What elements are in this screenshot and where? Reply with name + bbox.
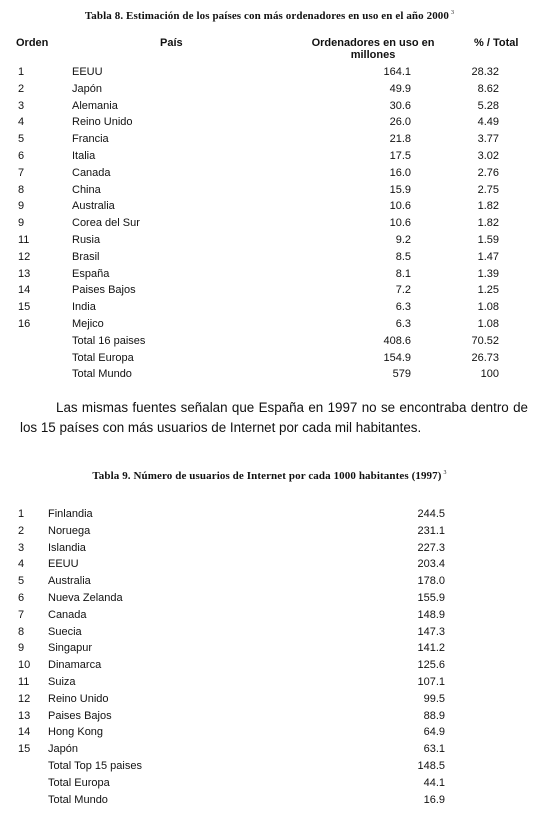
row-order: 3 (18, 99, 25, 112)
table8-header-country: País (160, 37, 183, 49)
row-computers-value: 16.0 (389, 166, 411, 179)
row-order: 12 (18, 692, 31, 705)
row-order: 5 (18, 133, 25, 146)
row-country: Reino Unido (48, 692, 109, 705)
table-row (0, 724, 539, 741)
row-users-value: 178.0 (417, 575, 445, 588)
row-order: 13 (18, 709, 31, 722)
row-computers-value: 10.6 (389, 200, 411, 213)
row-order: 6 (18, 149, 25, 162)
row-computers-value: 6.3 (395, 301, 411, 314)
row-pct-value: 2.76 (477, 166, 499, 179)
row-users-value: 64.9 (423, 726, 445, 739)
row-order: 6 (18, 591, 25, 604)
row-order: 13 (18, 267, 31, 280)
row-country: Canada (72, 166, 111, 179)
row-country: Singapur (48, 642, 93, 655)
row-country: Japón (48, 743, 78, 756)
row-pct-value: 1.08 (477, 301, 499, 314)
row-pct-value: 1.82 (477, 217, 499, 230)
row-computers-value: 26.0 (389, 116, 411, 129)
table-row (0, 249, 539, 266)
row-country: Suiza (48, 675, 76, 688)
row-computers-value: 9.2 (395, 233, 411, 246)
row-country: China (72, 183, 101, 196)
table-row (0, 590, 539, 607)
row-users-value: 107.1 (417, 675, 445, 688)
row-order: 14 (18, 284, 31, 297)
row-order: 10 (18, 659, 31, 672)
total-computers-value: 579 (392, 368, 411, 381)
row-country: Brasil (72, 250, 100, 263)
total-label: Total 16 paises (72, 334, 146, 347)
row-pct-value: 3.02 (477, 149, 499, 162)
row-users-value: 99.5 (423, 692, 445, 705)
row-country: Paises Bajos (72, 284, 136, 297)
total-users-value: 148.5 (417, 759, 445, 772)
row-country: Dinamarca (48, 659, 102, 672)
row-computers-value: 8.5 (395, 250, 411, 263)
row-country: Australia (72, 200, 115, 213)
row-users-value: 231.1 (417, 524, 445, 537)
table-row (0, 64, 539, 81)
total-pct-value: 26.73 (471, 351, 499, 364)
row-users-value: 63.1 (423, 743, 445, 756)
row-order: 16 (18, 317, 31, 330)
table-row (0, 266, 539, 283)
row-country: Suecia (48, 625, 82, 638)
table-row (0, 148, 539, 165)
row-computers-value: 21.8 (389, 133, 411, 146)
table8-caption-text: Tabla 8. Estimación de los países con más ordenadores en uso en el año 2000 (84, 10, 449, 22)
table8-header-computers (302, 37, 444, 61)
table-row (0, 556, 539, 573)
row-users-value: 244.5 (417, 508, 445, 520)
table-row (0, 131, 539, 148)
table8-header-pct: % / Total (474, 37, 519, 49)
table-row (0, 691, 539, 708)
table8-caption-ref: 3 (451, 10, 455, 16)
row-pct-value: 1.47 (477, 250, 499, 263)
row-order: 9 (18, 200, 25, 213)
row-pct-value: 1.08 (477, 317, 499, 330)
row-computers-value: 10.6 (389, 217, 411, 230)
row-users-value: 147.3 (417, 625, 445, 638)
total-label: Total Europa (72, 351, 134, 364)
row-order: 1 (18, 508, 25, 520)
row-computers-value: 8.1 (395, 267, 411, 280)
row-country: Hong Kong (48, 726, 104, 739)
total-label: Total Mundo (72, 368, 132, 381)
row-country: EEUU (72, 66, 103, 78)
row-country: Japón (72, 82, 102, 95)
row-order: 11 (18, 233, 30, 246)
total-pct-value: 100 (480, 368, 499, 381)
table-row (0, 624, 539, 641)
table-row (0, 674, 539, 691)
table-total-row (0, 758, 539, 775)
table-row (0, 198, 539, 215)
row-order: 2 (18, 82, 25, 95)
row-country: Francia (72, 133, 109, 146)
row-order: 2 (18, 524, 25, 537)
row-country: Australia (48, 575, 91, 588)
row-pct-value: 28.32 (471, 66, 499, 78)
table-row (0, 282, 539, 299)
table8-header-order: Orden (16, 37, 49, 49)
table-row (0, 114, 539, 131)
table-row (0, 741, 539, 758)
table-row (0, 215, 539, 232)
total-label: Total Europa (48, 776, 110, 789)
table-row (0, 573, 539, 590)
total-label: Total Top 15 paises (48, 759, 142, 772)
row-computers-value: 17.5 (389, 149, 411, 162)
table9-caption-ref: 3 (443, 470, 447, 476)
row-country: Canada (48, 608, 87, 621)
row-country: Corea del Sur (72, 217, 140, 230)
row-order: 11 (18, 675, 30, 688)
row-computers-value: 164.1 (383, 66, 411, 78)
row-country: Nueva Zelanda (48, 591, 123, 604)
row-order: 7 (18, 608, 25, 621)
row-computers-value: 6.3 (395, 317, 411, 330)
row-computers-value: 7.2 (395, 284, 411, 297)
table-row (0, 232, 539, 249)
row-order: 9 (18, 217, 25, 230)
row-computers-value: 15.9 (389, 183, 411, 196)
table9-body (0, 506, 539, 808)
row-order: 15 (18, 301, 31, 314)
row-users-value: 155.9 (417, 591, 445, 604)
table-row (0, 98, 539, 115)
row-order: 1 (18, 66, 25, 78)
total-users-value: 44.1 (423, 776, 445, 789)
row-pct-value: 3.77 (477, 133, 499, 146)
total-computers-value: 154.9 (383, 351, 411, 364)
row-computers-value: 30.6 (389, 99, 411, 112)
table-total-row (0, 350, 539, 367)
row-pct-value: 1.39 (477, 267, 499, 280)
row-country: Mejico (72, 317, 104, 330)
row-country: Alemania (72, 99, 118, 112)
row-order: 14 (18, 726, 31, 739)
table-row (0, 316, 539, 333)
table8-caption (0, 10, 539, 22)
table-row (0, 607, 539, 624)
row-order: 3 (18, 541, 25, 554)
row-order: 9 (18, 642, 25, 655)
table-total-row (0, 792, 539, 809)
row-users-value: 227.3 (417, 541, 445, 554)
body-paragraph-text: Las mismas fuentes señalan que España en 1997 no se encontraba dentro de los 15 países con más usuarios de Internet por cada mil habitantes. (20, 400, 528, 435)
table-row (0, 165, 539, 182)
row-order: 7 (18, 166, 25, 179)
table8-header-computers-line1: Ordenadores en uso en (311, 37, 435, 49)
table8-body (0, 64, 539, 383)
row-country: Reino Unido (72, 116, 133, 129)
table-total-row (0, 333, 539, 350)
row-pct-value: 8.62 (477, 82, 499, 95)
row-order: 4 (18, 116, 25, 129)
table-row (0, 708, 539, 725)
total-label: Total Mundo (48, 793, 108, 806)
row-users-value: 141.2 (417, 642, 445, 655)
table-row (0, 81, 539, 98)
row-users-value: 88.9 (423, 709, 445, 722)
table8-header-computers-line2: millones (350, 49, 396, 61)
row-country: EEUU (48, 558, 79, 571)
table9-caption-text: Tabla 9. Número de usuarios de Internet por cada 1000 habitantes (1997) (92, 470, 442, 482)
row-pct-value: 1.25 (477, 284, 499, 297)
row-users-value: 125.6 (417, 659, 445, 672)
row-country: Paises Bajos (48, 709, 112, 722)
body-paragraph (20, 398, 528, 438)
row-pct-value: 4.49 (477, 116, 499, 129)
table-row (0, 299, 539, 316)
row-order: 8 (18, 625, 25, 638)
row-order: 5 (18, 575, 25, 588)
table-row (0, 540, 539, 557)
row-order: 4 (18, 558, 25, 571)
table-row (0, 506, 539, 523)
row-country: Noruega (48, 524, 91, 537)
row-pct-value: 5.28 (477, 99, 499, 112)
table-row (0, 657, 539, 674)
table-row (0, 523, 539, 540)
row-country: Finlandia (48, 508, 93, 520)
table-total-row (0, 366, 539, 383)
row-country: Islandia (48, 541, 86, 554)
table-total-row (0, 775, 539, 792)
row-country: España (72, 267, 110, 280)
total-computers-value: 408.6 (383, 334, 411, 347)
row-pct-value: 1.59 (477, 233, 499, 246)
table-row (0, 182, 539, 199)
row-users-value: 148.9 (417, 608, 445, 621)
total-users-value: 16.9 (423, 793, 445, 806)
row-country: Italia (72, 149, 96, 162)
row-order: 8 (18, 183, 25, 196)
table9-caption (0, 470, 539, 482)
table-row (0, 640, 539, 657)
row-pct-value: 2.75 (477, 183, 499, 196)
total-pct-value: 70.52 (471, 334, 499, 347)
row-users-value: 203.4 (417, 558, 445, 571)
row-country: India (72, 301, 96, 314)
row-country: Rusia (72, 233, 101, 246)
row-order: 15 (18, 743, 31, 756)
row-pct-value: 1.82 (477, 200, 499, 213)
row-computers-value: 49.9 (389, 82, 411, 95)
row-order: 12 (18, 250, 31, 263)
